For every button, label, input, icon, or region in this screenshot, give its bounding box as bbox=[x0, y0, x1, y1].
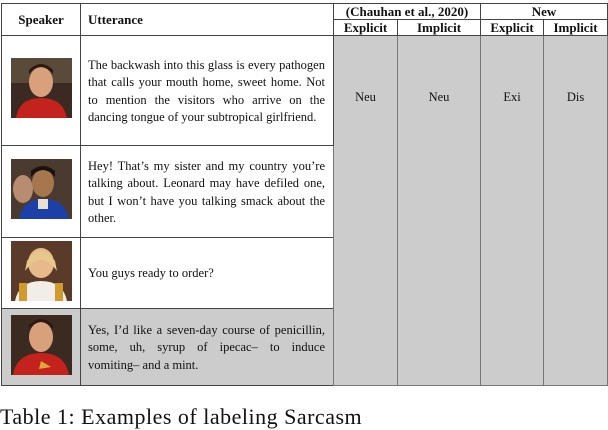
table-row bbox=[2, 36, 608, 146]
speaker-avatar-icon bbox=[11, 315, 72, 375]
utterance-cell: The backwash into this glass is every pathogen that calls your mouth home, sweet home. Not to mention the visitors who arrive on the dancing tongue of your subtropical girlfriend. bbox=[81, 36, 334, 146]
speaker-cell bbox=[2, 238, 81, 309]
speaker-cell bbox=[2, 309, 81, 386]
utterance-cell: Yes, I’d like a seven-day course of penicillin, some, uh, syrup of ipecac– to induce vomiting– and a mint. bbox=[81, 309, 334, 386]
header-new-implicit: Implicit bbox=[544, 20, 608, 36]
speaker-avatar-icon bbox=[11, 241, 72, 301]
utterance-cell: Hey! That’s my sister and my country you’re talking about. Leonard may have defiled one, but I won’t have you talking smack about the other. bbox=[81, 146, 334, 238]
table-caption: Table 1: Examples of labeling Sarcasm bbox=[0, 404, 363, 429]
labeling-examples-table bbox=[1, 3, 608, 386]
header-new-explicit: Explicit bbox=[481, 20, 544, 36]
speaker-avatar-icon bbox=[11, 159, 72, 219]
label-new-implicit: Dis bbox=[544, 36, 608, 386]
label-new-explicit: Exi bbox=[481, 36, 544, 386]
speaker-avatar-icon bbox=[11, 58, 72, 118]
header-utterance: Utterance bbox=[81, 4, 334, 36]
header-old-explicit: Explicit bbox=[334, 20, 398, 36]
header-old-implicit: Implicit bbox=[398, 20, 481, 36]
label-old-explicit: Neu bbox=[334, 36, 398, 386]
header-speaker: Speaker bbox=[2, 4, 81, 36]
speaker-cell bbox=[2, 146, 81, 238]
header-group-new: New bbox=[481, 4, 608, 20]
label-old-implicit: Neu bbox=[398, 36, 481, 386]
utterance-cell: You guys ready to order? bbox=[81, 238, 334, 309]
header-group-chauhan: (Chauhan et al., 2020) bbox=[334, 4, 481, 20]
speaker-cell bbox=[2, 36, 81, 146]
